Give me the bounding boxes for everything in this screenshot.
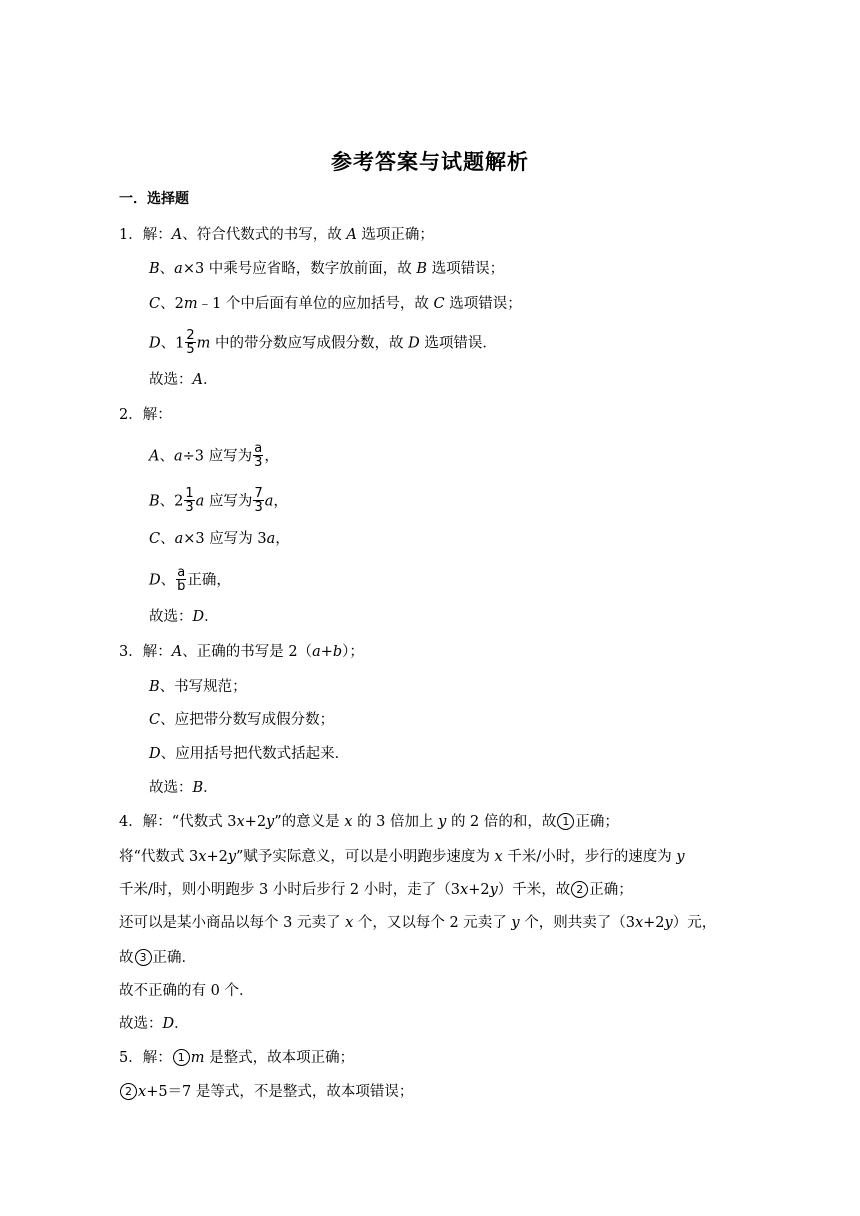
circled-number: 2	[120, 1083, 137, 1100]
q2-line-head: 2．解：	[119, 407, 172, 423]
q2-line-1: A、a÷3 应写为 $\frac{a}{3}$ ，	[149, 441, 279, 470]
q1-line-1: 1．解：A、符合代数式的书写，故 A 选项正确；	[119, 227, 434, 243]
q3-conclusion: 故选：B．	[149, 780, 218, 796]
q2-line-3: C、a×3 应写为 3a，	[149, 531, 290, 547]
circled-number: 3	[135, 949, 152, 966]
q1-line-4: D、1 $\frac{2}{5}$ m 中的带分数应写成假分数，故 D 选项错误．	[149, 328, 497, 357]
q3-line-3: C、应把带分数写成假分数；	[149, 712, 335, 728]
q1-line-2: B、a×3 中乘号应省略，数字放前面，故 B 选项错误；	[149, 261, 505, 277]
circled-number: 2	[571, 881, 588, 898]
circled-number: 1	[557, 813, 574, 830]
fraction: $\frac{a}{3}$	[254, 441, 263, 470]
q4-conclusion: 故选：D．	[119, 1016, 189, 1032]
q3-line-4: D、应用括号把代数式括起来．	[149, 746, 350, 762]
q2-conclusion: 故选：D．	[149, 609, 219, 625]
fraction: $\frac{2}{5}$	[186, 328, 195, 357]
fraction: $\frac{1}{3}$	[185, 486, 194, 515]
q4-line-6: 故不正确的有 0 个．	[119, 983, 254, 999]
q1-line-3: C、2m﹣1 个中后面有单位的应加括号，故 C 选项错误；	[149, 296, 522, 312]
section-heading: 一．选择题	[119, 191, 189, 207]
q4-line-4: 还可以是某小商品以每个 3 元卖了 x 个，又以每个 2 元卖了 y 个，则共卖了（3x+2y）元，	[119, 915, 717, 931]
page-title: 参考答案与试题解析	[331, 150, 529, 174]
q3-line-1: 3．解：A、正确的书写是 2（a+b）；	[119, 644, 364, 660]
q4-line-3: 千米/时，则小明跑步 3 小时后步行 2 小时，走了（3x+2y）千米，故 2 正确；	[119, 882, 633, 898]
q5-line-1: 5．解： 1 m 是整式，故本项正确；	[119, 1050, 355, 1066]
circled-number: 1	[173, 1049, 190, 1066]
q2-line-2: B、2 $\frac{1}{3}$ a 应写为 $\frac{7}{3}$ a，	[149, 486, 288, 515]
q4-line-1: 4．解：“代数式 3x+2y”的意义是 x 的 3 倍加上 y 的 2 倍的和，故 1 正确；	[119, 814, 619, 830]
q2-line-4: D、 $\frac{a}{b}$ 正确，	[149, 565, 231, 594]
fraction: $\frac{a}{b}$	[177, 565, 186, 594]
fraction: $\frac{7}{3}$	[254, 486, 263, 515]
q3-line-2: B、书写规范；	[149, 679, 247, 695]
q4-line-2: 将“代数式 3x+2y”赋予实际意义，可以是小明跑步速度为 x 千米/小时，步行的速度为 y	[119, 849, 685, 865]
q1-conclusion: 故选：A．	[149, 372, 218, 388]
q5-line-2: 2 x+5＝7 是等式，不是整式，故本项错误；	[119, 1082, 413, 1102]
q4-line-5: 故 3 正确．	[119, 950, 196, 966]
